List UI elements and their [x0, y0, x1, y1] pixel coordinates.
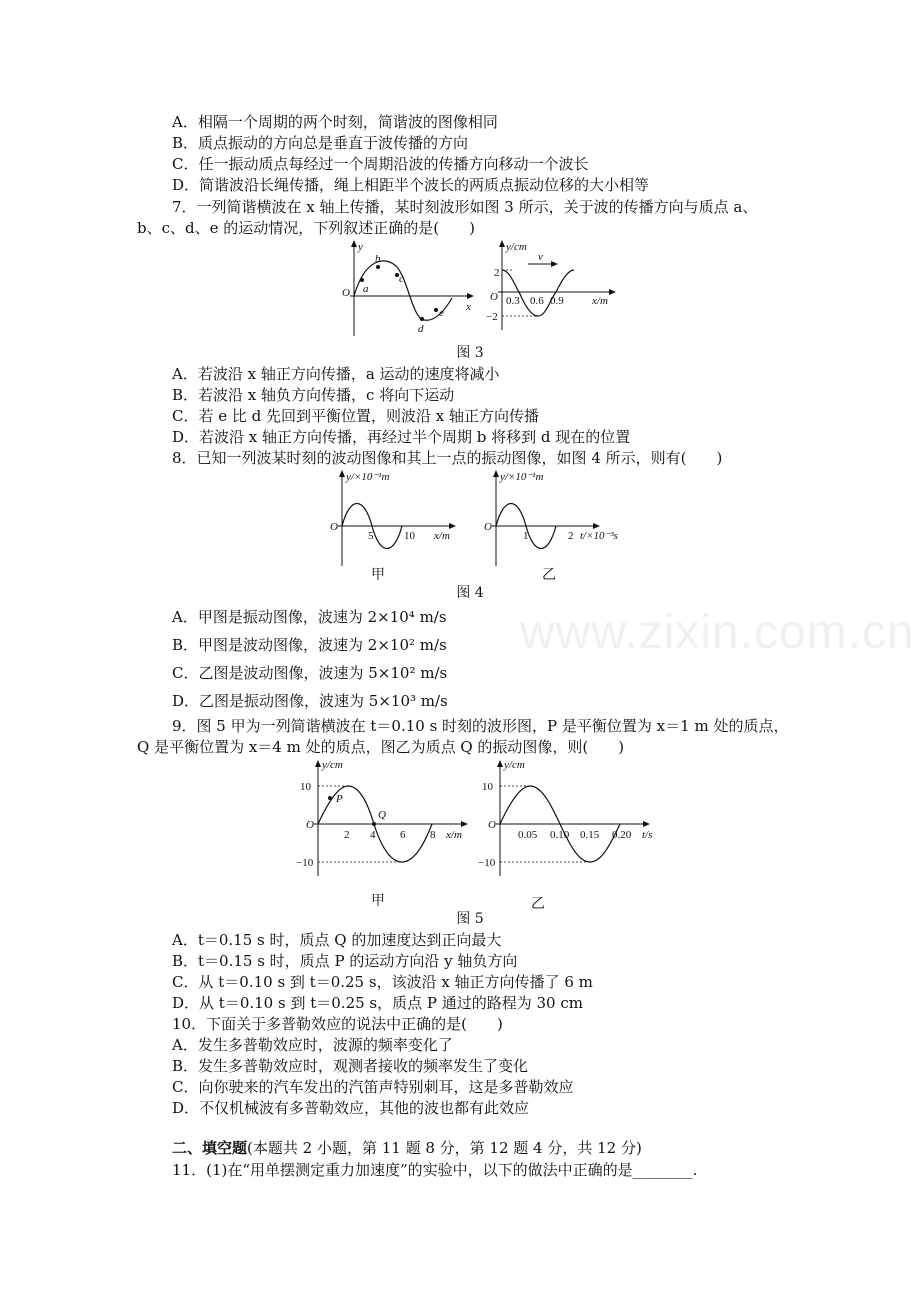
q9-stem-line1: 9．图 5 甲为一列简谐横波在 t＝0.10 s 时刻的波形图，P 是平衡位置为 x＝1 m 处的质点， [172, 717, 789, 735]
q7-option-c: C．若 e 比 d 先回到平衡位置，则波沿 x 轴正方向传播 [172, 407, 540, 425]
q8-yi-label: 乙 [542, 567, 556, 583]
q7-right-y-axis: y/cm [506, 241, 527, 253]
q9-yi-x-tick-2: 0.15 [580, 829, 600, 841]
q9-jia-y-axis: y/cm [322, 759, 343, 771]
q7-point-e: e [439, 307, 444, 319]
q9-figure-yi [476, 758, 666, 878]
section2-heading-note: (本题共 2 小题，第 11 题 8 分，第 12 题 4 分，共 12 分) [247, 1139, 642, 1157]
q6-option-c: C．任一振动质点每经过一个周期沿波的传播方向移动一个波长 [172, 155, 589, 173]
q9-stem-line2: Q 是平衡位置为 x＝4 m 处的质点，图乙为质点 Q 的振动图像，则( ) [137, 738, 625, 756]
q9-figure-caption: 图 5 [456, 911, 484, 927]
q9-yi-y-tick-pos: 10 [482, 781, 493, 793]
q7-option-d: D．若波沿 x 轴正方向传播，再经过半个周期 b 将移到 d 现在的位置 [172, 428, 631, 446]
q10-option-d: D．不仅机械波有多普勒效应，其他的波也都有此效应 [172, 1099, 530, 1117]
q7-right-y-tick-pos: 2 [494, 267, 500, 279]
q7-figure-caption: 图 3 [456, 345, 484, 361]
q9-point-q: Q [378, 809, 386, 821]
q8-jia-origin: O [330, 521, 338, 533]
q7-figure-right [484, 238, 624, 338]
q9-option-c: C．从 t＝0.10 s 到 t＝0.25 s，该波沿 x 轴正方向传播了 6 m [172, 973, 593, 991]
q7-point-b: b [375, 253, 381, 265]
q8-option-a: A．甲图是振动图像，波速为 2×10⁴ m/s [172, 608, 447, 626]
q9-option-d: D．从 t＝0.10 s 到 t＝0.25 s，质点 P 通过的路程为 30 cm [172, 994, 583, 1012]
q10-option-b: B．发生多普勒效应时，观测者接收的频率发生了变化 [172, 1057, 529, 1075]
q8-yi-origin: O [484, 521, 492, 533]
q9-point-p: P [336, 793, 343, 805]
q9-jia-x-axis: x/m [446, 829, 462, 841]
q8-jia-y-axis: y/×10⁻¹m [346, 471, 390, 483]
q7-right-y-tick-neg: −2 [486, 311, 498, 323]
q8-yi-x-axis: t/×10⁻³s [580, 530, 618, 542]
q8-jia-label: 甲 [371, 567, 385, 583]
q6-option-b: B．质点振动的方向总是垂直于波传播的方向 [172, 134, 469, 152]
q10-option-c: C．向你驶来的汽车发出的汽笛声特别刺耳，这是多普勒效应 [172, 1078, 574, 1096]
q8-option-d: D．乙图是振动图像，波速为 5×10³ m/s [172, 692, 448, 710]
q9-jia-x-tick-1: 4 [370, 829, 376, 841]
q7-point-c: c [399, 273, 404, 285]
q9-jia-y-tick-pos: 10 [300, 781, 311, 793]
q7-stem-line2: b、c、d、e 的运动情况，下列叙述正确的是( ) [137, 219, 475, 237]
q7-point-a: a [363, 283, 369, 295]
q9-yi-y-tick-neg: −10 [478, 857, 496, 869]
q8-option-c: C．乙图是波动图像，波速为 5×10² m/s [172, 664, 448, 682]
q8-yi-x-tick-1: 2 [568, 530, 574, 542]
q9-option-a: A．t＝0.15 s 时，质点 Q 的加速度达到正向最大 [172, 931, 502, 949]
q7-option-a: A．若波沿 x 轴正方向传播，a 运动的速度将减小 [172, 365, 500, 383]
q7-left-origin: O [342, 287, 350, 299]
q9-figure-jia [296, 758, 476, 878]
q9-jia-x-tick-0: 2 [344, 829, 350, 841]
q9-option-b: B．t＝0.15 s 时，质点 P 的运动方向沿 y 轴负方向 [172, 952, 518, 970]
q8-yi-y-axis: y/×10⁻¹m [500, 471, 544, 483]
q7-left-x-axis: x [466, 301, 471, 313]
q8-figure-caption: 图 4 [456, 585, 484, 601]
q9-jia-x-tick-2: 6 [400, 829, 406, 841]
q11-stem: 11．(1)在“用单摆测定重力加速度”的实验中，以下的做法中正确的是________. [172, 1161, 698, 1179]
q7-right-arrow-label: v [538, 251, 543, 263]
watermark: www.zixin.com.cn [520, 606, 915, 659]
section2-heading-line [172, 1138, 642, 1158]
q9-jia-x-tick-3: 8 [430, 829, 436, 841]
q7-right-x-tick-1: 0.6 [530, 295, 544, 307]
q9-jia-origin: O [306, 819, 314, 831]
q7-right-x-tick-2: 0.9 [550, 295, 564, 307]
q6-option-a: A．相隔一个周期的两个时刻，简谐波的图像相同 [172, 113, 498, 131]
q7-point-d: d [418, 323, 424, 335]
q7-figure-left [340, 238, 480, 338]
q8-option-b: B．甲图是波动图像，波速为 2×10² m/s [172, 636, 447, 654]
q7-option-b: B．若波沿 x 轴负方向传播，c 将向下运动 [172, 386, 455, 404]
q9-yi-y-axis: y/cm [504, 759, 525, 771]
q9-jia-label: 甲 [371, 893, 385, 909]
q8-jia-x-tick-0: 5 [368, 530, 374, 542]
q8-yi-x-tick-0: 1 [523, 530, 529, 542]
q8-figure-yi [476, 468, 636, 568]
q9-yi-x-axis: t/s [642, 829, 653, 841]
q8-jia-x-axis: x/m [434, 530, 450, 542]
q8-figure-jia [322, 468, 472, 568]
q9-yi-origin: O [488, 819, 496, 831]
q7-right-x-tick-0: 0.3 [506, 295, 520, 307]
q7-right-x-axis: x/m [592, 295, 608, 307]
q9-jia-y-tick-neg: −10 [296, 857, 314, 869]
q9-yi-label: 乙 [531, 896, 545, 912]
q9-yi-x-tick-3: 0.20 [612, 829, 632, 841]
q7-stem-line1: 7．一列简谐横波在 x 轴上传播，某时刻波形如图 3 所示，关于波的传播方向与质点 a、 [172, 198, 758, 216]
q7-left-y-axis: y [358, 241, 363, 253]
q7-right-origin: O [490, 291, 498, 303]
q8-jia-x-tick-1: 10 [404, 530, 415, 542]
q10-option-a: A．发生多普勒效应时，波源的频率变化了 [172, 1036, 453, 1054]
q9-yi-x-tick-1: 0.10 [550, 829, 570, 841]
q6-option-d: D．简谐波沿长绳传播，绳上相距半个波长的两质点振动位移的大小相等 [172, 176, 650, 194]
q8-stem: 8．已知一列波某时刻的波动图像和其上一点的振动图像，如图 4 所示，则有( ) [172, 449, 723, 467]
q10-stem: 10．下面关于多普勒效应的说法中正确的是( ) [172, 1015, 503, 1033]
section2-heading: 二、填空题 [172, 1139, 248, 1157]
q9-yi-x-tick-0: 0.05 [518, 829, 538, 841]
